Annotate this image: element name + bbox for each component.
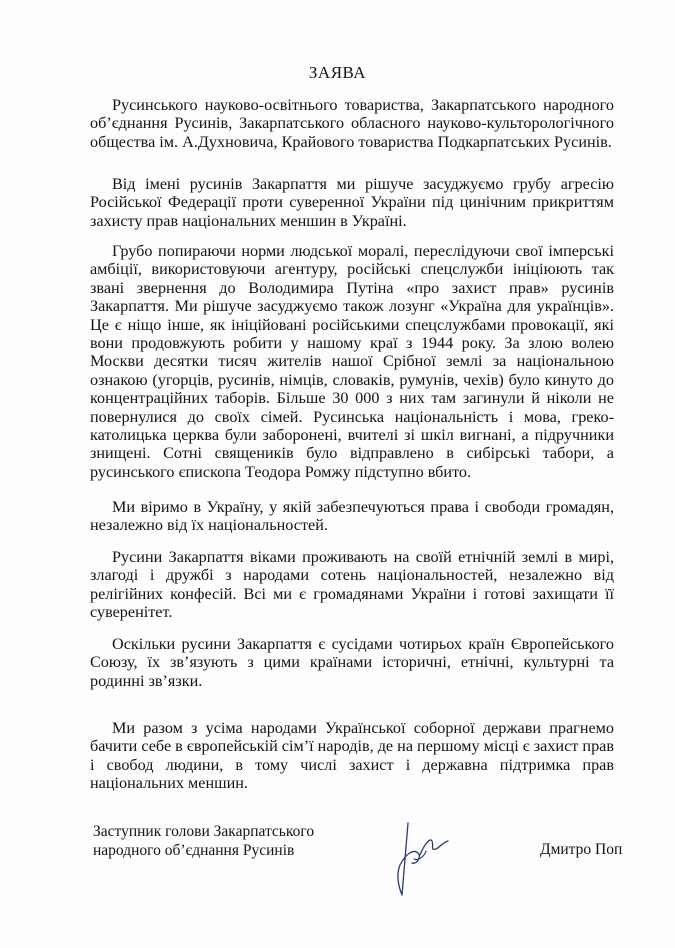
paragraph-history: Грубо попираючи норми людської моралі, переслідуючи свої імперські амбіції, використовуючи агентуру, російські спецслужби ініціюють так звані звернення до Володимира Путіна «про захист прав» русинів Закарпаття. Ми рішуче засуджуємо також лозунг «Україна для українців». Це є ніщо інше, як ініційовані російськими спецслужбами провокації, які вони продовжують робити у нашому краї з 1944 року. За злою волею Москви десятки тисяч жителів нашої Срібної землі за національною ознакою (угорців, русинів, німців, словаків, румунів, чехів) було кинуто до концентраційних таборів. Більше 30 000 з них там загинули й ніколи не повернулися до своїх сімей. Русинська національність і мова, греко-католицька церква були заборонені, вчителі зі шкіл вигнані, а підручники знищені. Сотні священиків було відправлено в сибірські табори, а русинського єпископа Теодора Ромжу підступно вбито. [90,242,614,481]
signatory-position-line1: Заступник голови Закарпатського [93,823,315,840]
signatory-position-line2: народного об’єднання Русинів [93,841,295,859]
signatory-name: Дмитро Поп [540,841,623,858]
paragraph-harmony: Русини Закарпаття віками проживають на своїй етнічній землі в мирі, злагоді і дружбі з народами сотень національностей, незалежно від релігійних конфесій. Всі ми є громадянами України і готові захищати її суверенітет. [90,548,614,622]
signatory-position [93,823,314,860]
paragraph-organizations: Русинського науково-освітнього товариства, Закарпатського народного об’єднання Русинів, Закарпатського обласного науково-культорологічного общества ім. А.Духновича, Крайового товариства Подкарпатських Русинів. [90,96,614,151]
handwritten-signature [380,815,470,905]
paragraph-european-family: Ми разом з усіма народами Української соборної держави прагнемо бачити себе в європейській сім’ї народів, де на першому місці є захист прав і свобод людини, в тому числі захист і державна підтримка прав національних меншин. [90,719,614,793]
paragraph-belief: Ми віримо в Україну, у якій забезпечуються права і свободи громадян, незалежно від їх національностей. [90,498,614,535]
paragraph-condemnation: Від імені русинів Закарпаття ми рішуче засуджуємо грубу агресію Російської Федерації проти суверенної України під цинічним прикриттям захисту прав національних меншин в Україні. [90,175,614,230]
document-title: ЗАЯВА [308,63,367,82]
paragraph-eu-neighbors: Оскільки русини Закарпаття є сусідами чотирьох країн Європейського Союзу, їх зв’язують з цими країнами історичні, етнічні, культурні та родинні зв’язки. [90,635,614,690]
